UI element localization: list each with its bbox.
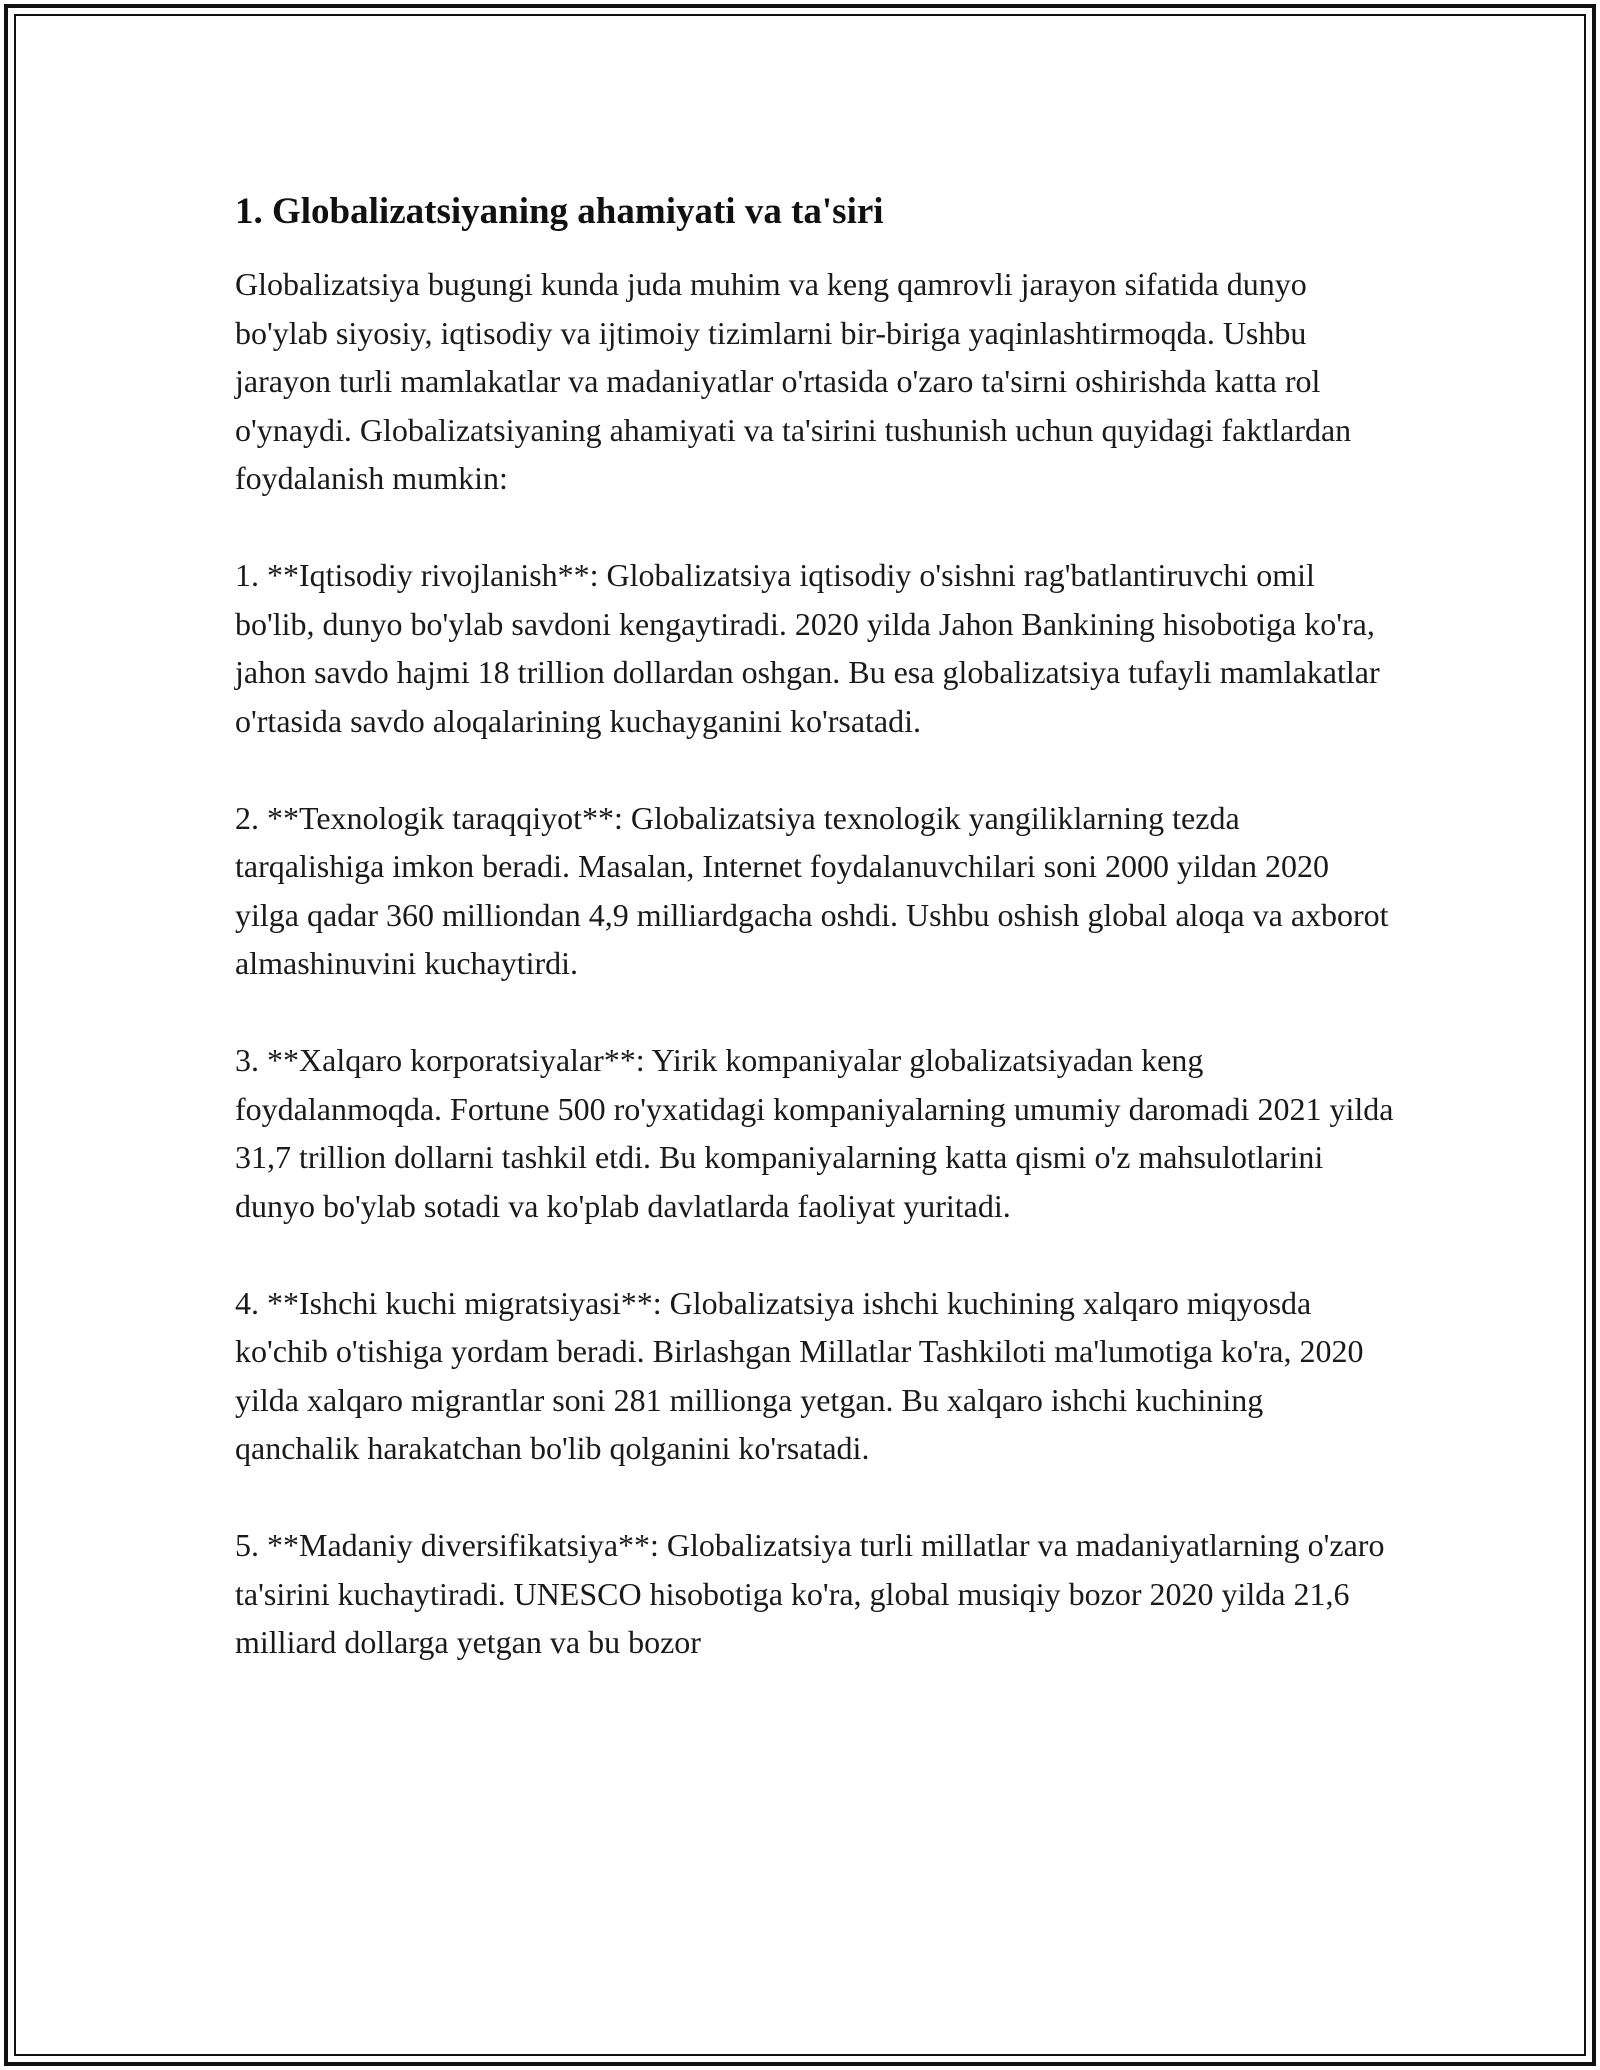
list-item-cultural-diversification: 5. **Madaniy diversifikatsiya**: Globalizatsiya turli millatlar va madaniyatlarning o'zaro ta'sirini kuchaytiradi. UNESCO hisobotiga ko'ra, global musiqiy bozor 2020 yilda 21,6 milliard dollarga yetgan va bu bozor <box>235 1527 1385 1660</box>
intro-paragraph: Globalizatsiya bugungi kunda juda muhim va keng qamrovli jarayon sifatida dunyo bo'ylab siyosiy, iqtisodiy va ijtimoiy tizimlarni bir-biriga yaqinlashtirmoqda. Ushbu jarayon turli mamlakatlar va madaniyatlar o'rtasida o'zaro ta'sirni oshirishda katta rol o'ynaydi. Globalizatsiyaning ahamiyati va ta'sirini tushunish uchun quyidagi faktlardan foydalanish mumkin: <box>235 266 1352 496</box>
list-item-technological-progress: 2. **Texnologik taraqqiyot**: Globalizatsiya texnologik yangiliklarning tezda tarqalishiga imkon beradi. Masalan, Internet foydalanuvchilari soni 2000 yildan 2020 yilga qadar 360 milliondan 4,9 milliardgacha oshdi. Ushbu oshish global aloqa va axborot almashinuvini kuchaytirdi. <box>235 799 1389 981</box>
list-item-international-corporations: 3. **Xalqaro korporatsiyalar**: Yirik kompaniyalar globalizatsiyadan keng foydalanmoqda. Fortune 500 ro'yxatidagi kompaniyalarning umumiy daromadi 2021 yilda 31,7 trillion dollarni tashkil etdi. Bu kompaniyalarning katta qismi o'z mahsulotlarini dunyo bo'ylab sotadi va ko'plab davlatlarda faoliyat yuritadi. <box>235 1042 1394 1224</box>
list-item-labor-migration: 4. **Ishchi kuchi migratsiyasi**: Globalizatsiya ishchi kuchining xalqaro miqyosda ko'chib o'tishiga yordam beradi. Birlashgan Millatlar Tashkiloti ma'lumotiga ko'ra, 2020 yilda xalqaro migrantlar soni 281 millionga yetgan. Bu xalqaro ishchi kuchining qanchalik harakatchan bo'lib qolganini ko'rsatadi. <box>235 1284 1364 1466</box>
list-item-economic-development: 1. **Iqtisodiy rivojlanish**: Globalizatsiya iqtisodiy o'sishni rag'batlantiruvchi omil bo'lib, dunyo bo'ylab savdoni kengaytiradi. 2020 yilda Jahon Bankining hisobotiga ko'ra, jahon savdo hajmi 18 trillion dollardan oshgan. Bu esa globalizatsiya tufayli mamlakatlar o'rtasida savdo aloqalarining kuchayganini ko'rsatadi. <box>235 557 1380 739</box>
document-body <box>235 188 1395 1715</box>
page-title: 1. Globalizatsiyaning ahamiyati va ta'siri <box>235 191 884 232</box>
